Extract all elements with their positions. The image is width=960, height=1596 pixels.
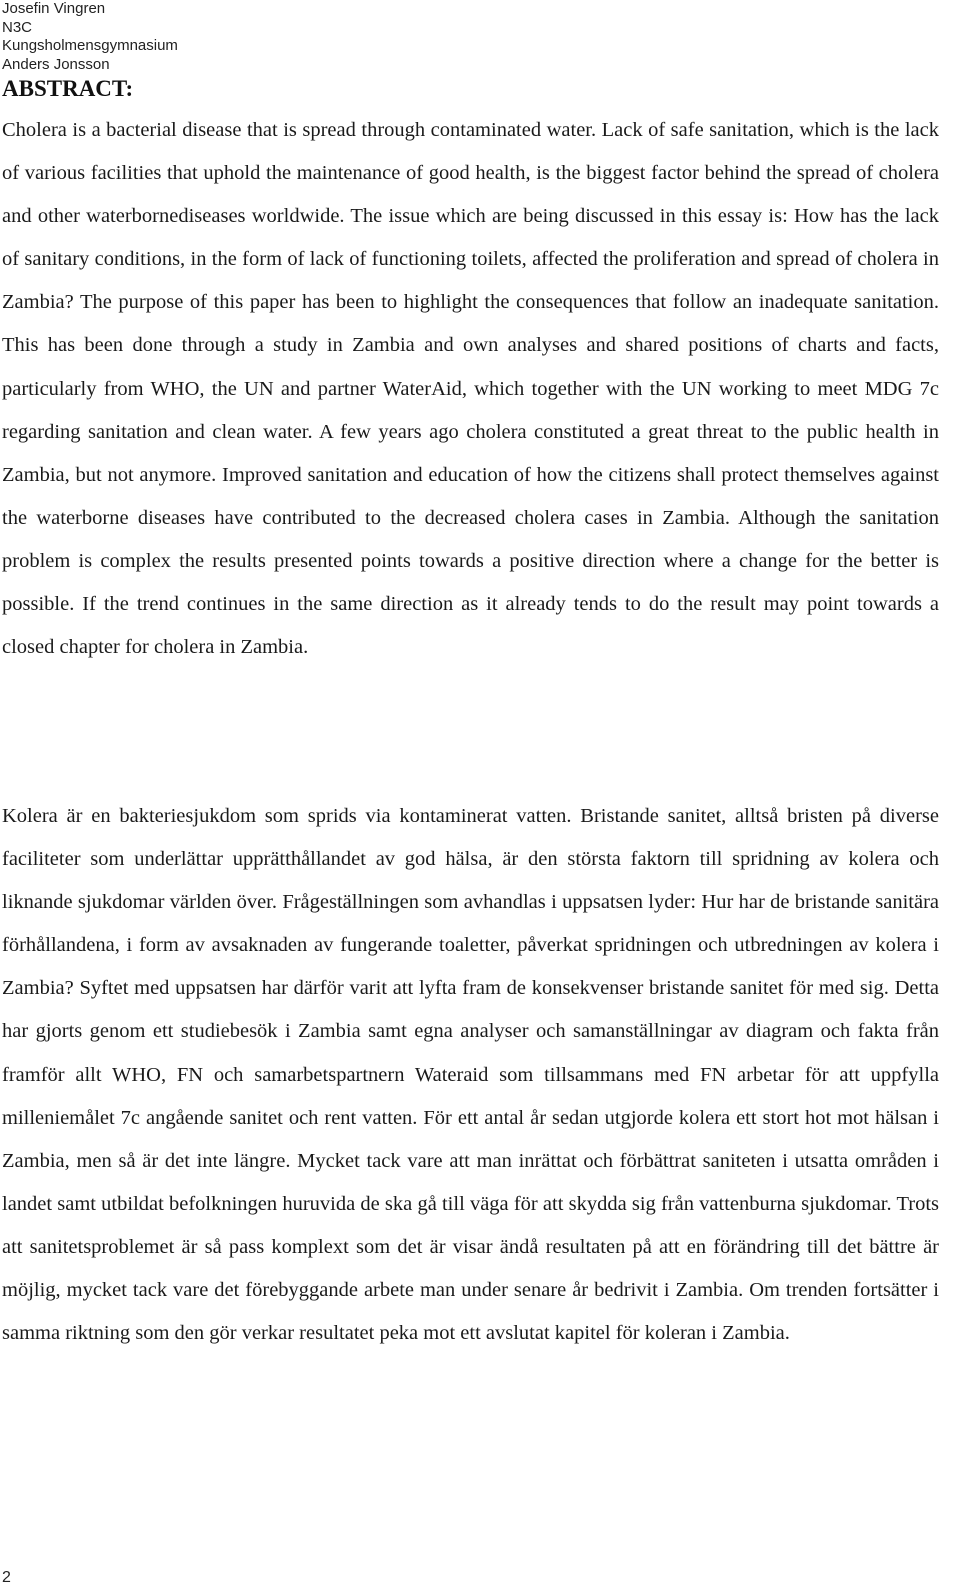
document-header [2, 0, 178, 74]
school-name: Kungsholmensgymnasium [2, 37, 178, 54]
abstract-english-paragraph: Cholera is a bacterial disease that is spread through contaminated water. Lack of safe sanitation, which is the lack of various facilities that uphold the maintenance of good health, is the biggest factor behind the spread of cholera and other waterbornediseases worldwide. The issue which are being discussed in this essay is: How has the lack of sanitary conditions, in the form of lack of functioning toilets, affected the proliferation and spread of cholera in Zambia? The purpose of this paper has been to highlight the consequences that follow an inadequate sanitation. This has been done through a study in Zambia and own analyses and shared positions of charts and facts, particularly from WHO, the UN and partner WaterAid, which together with the UN working to meet MDG 7c regarding sanitation and clean water. A few years ago cholera constituted a great threat to the public health in Zambia, but not anymore. Improved sanitation and education of how the citizens shall protect themselves against the waterborne diseases have contributed to the decreased cholera cases in Zambia. Although the sanitation problem is complex the results presented points towards a positive direction where a change for the better is possible. If the trend continues in the same direction as it already tends to do the result may point towards a closed chapter for cholera in Zambia. [2, 119, 939, 659]
abstract-heading: ABSTRACT: [2, 76, 134, 101]
abstract-swedish-paragraph: Kolera är en bakteriesjukdom som sprids via kontaminerat vatten. Bristande sanitet, alltså bristen på diverse faciliteter som underlättar upprätthållandet av god hälsa, är den största faktorn till spridning av kolera och liknande sjukdomar världen över. Frågeställningen som avhandlas i uppsatsen lyder: Hur har de bristande sanitära förhållandena, i form av avsaknaden av fungerande toaletter, påverkat spridningen och utbredningen av kolera i Zambia? Syftet med uppsatsen har därför varit att lyfta fram de konsekvenser bristande sanitet för med sig. Detta har gjorts genom ett studiebesök i Zambia samt egna analyser och samanställningar av diagram och fakta från framför allt WHO, FN och samarbetspartnern Wateraid som tillsammans med FN arbetar för att uppfylla milleniemålet 7c angående sanitet och rent vatten. För ett antal år sedan utgjorde kolera ett stort hot mot hälsan i Zambia, men så är det inte längre. Mycket tack vare att man inrättat och förbättrat saniteten i utsatta områden i landet samt utbildat befolkningen huruvida de ska gå till väga för att skydda sig från vattenburna sjukdomar. Trots att sanitetsproblemet är så pass komplext som det är visar ändå resultaten på att en förändring till det bättre är möjlig, mycket tack vare det förebyggande arbete man under senare år bedrivit i Zambia. Om trenden fortsätter i samma riktning som den gör verkar resultatet peka mot ett avslutat kapitel för koleran i Zambia. [2, 805, 939, 1345]
supervisor-name: Anders Jonsson [2, 55, 110, 73]
class-name: N3C [2, 18, 33, 36]
page-number: 2 [2, 1569, 11, 1586]
author-name: Josefin Vingren [2, 0, 106, 17]
